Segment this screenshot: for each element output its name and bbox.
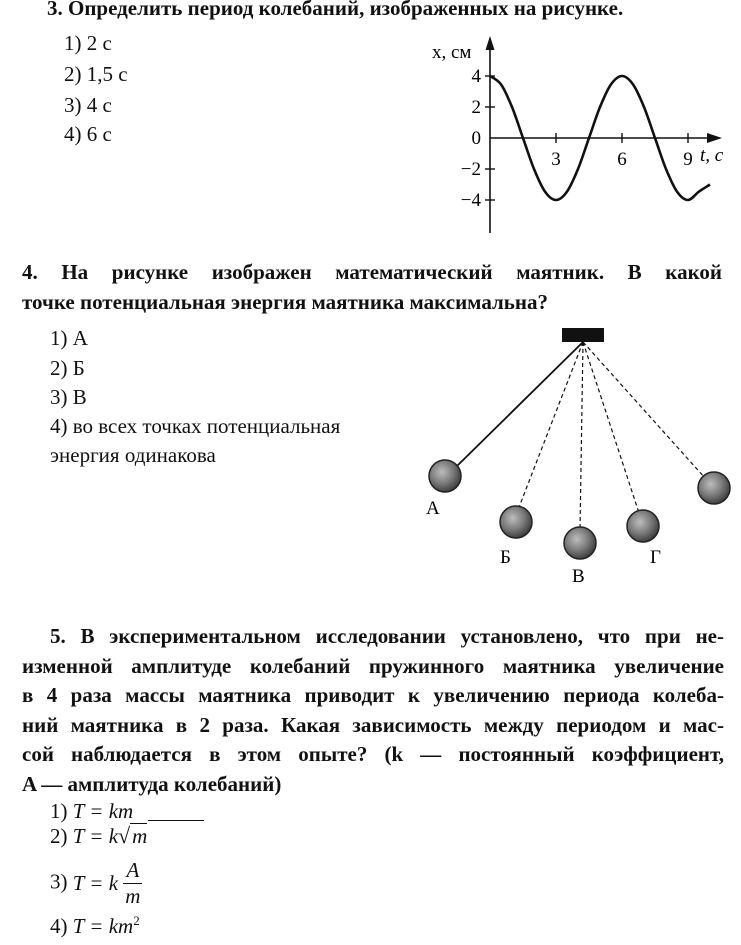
q4-option-4: 4) во всех точках потенциальная — [50, 414, 341, 438]
q5-option-3-numerator: A — [123, 858, 142, 884]
q5-line-2: изменной амплитуде колебаний пружинного маятника увеличение — [22, 653, 724, 678]
q3-option-2: 2) 1,5 с — [64, 62, 128, 86]
x-tick-label: 3 — [551, 149, 561, 170]
label-g: Г — [650, 547, 661, 568]
label-v: В — [572, 566, 585, 587]
q3-option-3: 3) 4 с — [64, 93, 112, 117]
pendulum-string-v — [580, 342, 583, 530]
pendulum-mount — [562, 328, 604, 342]
q4-option-2: 2) Б — [50, 356, 85, 380]
q5-option-3-fraction — [123, 858, 142, 909]
q3-option-1: 1) 2 с — [64, 31, 112, 55]
pendulum-string-b — [516, 342, 583, 515]
q5-option-3 — [50, 858, 142, 909]
q5-line-4: ний маятника в 2 раза. Какая зависимость между периодом и мас- — [22, 712, 724, 737]
q4-title — [22, 258, 722, 317]
x-tick-label: 6 — [617, 149, 627, 170]
y-axis-label: x, см — [432, 42, 472, 63]
oscillation-chart — [410, 28, 740, 238]
pendulum-ball-right — [698, 472, 730, 504]
y-tick-label: 4 — [471, 66, 481, 87]
q4-title-line-1: 4. На рисунке изображен математический маятник. В какой — [22, 260, 722, 284]
q5-line-1: 5. В экспериментальном исследовании установлено, что при не- — [50, 624, 724, 648]
y-tick-label: 0 — [471, 128, 481, 149]
pendulum-ball-b — [500, 506, 532, 538]
pendulum-ball-a — [429, 460, 461, 492]
q5-option-1-prefix: 1) — [50, 799, 68, 823]
q5-option-4-exponent: 2 — [133, 913, 140, 928]
pendulum-ball-v — [564, 527, 596, 559]
q5-option-2-prefix: 2) — [50, 824, 68, 848]
label-b: Б — [500, 547, 511, 568]
x-axis-label: t, с — [700, 145, 724, 166]
pendulum-figure — [400, 320, 740, 590]
q5-option-2-root: m — [132, 824, 148, 848]
q5-line-5: сой наблюдается в этом опыте? (k — постоянный коэффициент, — [22, 742, 724, 766]
q5-option-3-lhs: T = k — [72, 871, 119, 895]
q4-option-1: 1) А — [50, 326, 88, 350]
q5-option-1 — [50, 799, 133, 824]
y-tick-label: −2 — [460, 159, 481, 180]
pendulum-string-a — [457, 342, 583, 466]
q5-option-4-prefix: 4) — [50, 914, 68, 938]
x-tick-label: 9 — [683, 149, 693, 170]
q3-option-4: 4) 6 с — [64, 122, 112, 146]
y-tick-label: 2 — [471, 97, 481, 118]
pendulum-ball-g — [627, 510, 659, 542]
y-axis — [486, 36, 495, 233]
q5-option-2: 2) T = k√m — [50, 823, 148, 848]
pendulum-string-g — [583, 342, 640, 516]
q3-title: 3. Определить период колебаний, изображенных на рисунке. — [47, 0, 624, 20]
q4-title-line-2: точке потенциальная энергия маятника максимальна? — [22, 289, 549, 314]
q4-option-4-continued: энергия одинакова — [50, 443, 216, 467]
q5-option-1-underline — [148, 820, 204, 821]
q4-option-3: 3) В — [50, 385, 87, 409]
q5-option-4-lhs: T = km — [72, 914, 134, 938]
q5-option-3-prefix: 3) — [50, 869, 68, 894]
q5-option-4 — [50, 913, 140, 939]
q5-option-3-denominator: m — [125, 884, 141, 908]
q5-option-2-lhs: T = k — [72, 824, 119, 848]
label-a: А — [426, 498, 440, 519]
y-tick-label: −4 — [460, 190, 481, 211]
q5-text — [22, 622, 724, 799]
pendulum-string-right — [583, 342, 705, 478]
q5-line-3: в 4 раза массы маятника приводит к увеличению периода колеба- — [22, 683, 724, 707]
q5-line-6: A — амплитуда колебаний) — [22, 771, 282, 796]
q5-option-1-formula: T = km — [72, 799, 134, 823]
